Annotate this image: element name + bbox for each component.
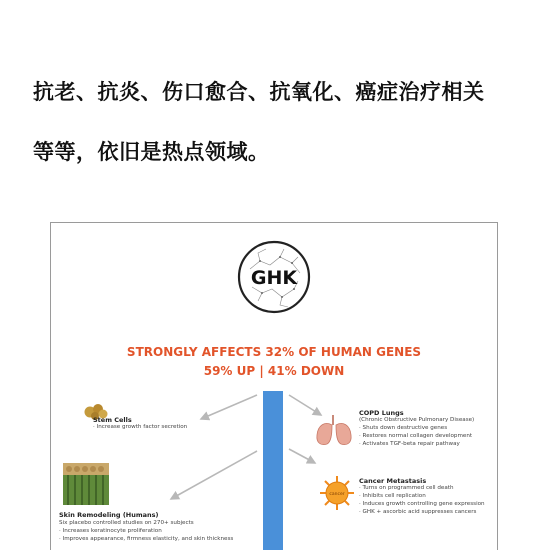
copd-line-2: · Shuts down destructive genes	[359, 425, 448, 431]
copd-line-4: · Activates TGF-beta repair pathway	[359, 441, 460, 447]
skin-line-3: · Improves appearance, firmness elasticity, and skin thickness	[59, 536, 234, 542]
up-down-headline: 59% UP | 41% DOWN	[203, 364, 345, 378]
cancer-line-2: · Inhibits cell replication	[359, 493, 426, 499]
copd-line-1: (Chronic Obstructive Pulmonary Disease)	[359, 417, 475, 423]
center-bar	[263, 391, 283, 550]
arrow-skin	[171, 451, 257, 499]
arrow-copd	[289, 395, 321, 415]
cancer-title: Cancer Metastasis	[359, 477, 427, 485]
arrow-stem-cells	[201, 395, 257, 419]
skin-layers-icon	[63, 463, 109, 505]
heading-line-2: 等等，依旧是热点领域。	[33, 140, 270, 164]
logo-text: GHK	[250, 267, 298, 289]
cancer-icon-label: cancer	[329, 492, 345, 497]
heading-line-1: 抗老、抗炎、伤口愈合、抗氧化、癌症治疗相关	[33, 80, 485, 104]
genes-headline: STRONGLY AFFECTS 32% OF HUMAN GENES	[126, 345, 422, 359]
cancer-line-3: · Induces growth controlling gene expression	[359, 501, 485, 507]
arrow-cancer	[289, 449, 315, 463]
skin-line-1: Six placebo controlled studies on 270+ subjects	[59, 520, 194, 526]
skin-title: Skin Remodeling (Humans)	[59, 511, 159, 519]
cancer-line-4: · GHK + ascorbic acid suppresses cancers	[359, 509, 477, 515]
lungs-icon	[315, 413, 353, 447]
stem-cells-line: · Increase growth factor secretion	[93, 424, 188, 430]
cancer-line-1: · Turns on programmed cell death	[359, 485, 454, 491]
cancer-cell-icon	[319, 475, 355, 511]
stem-cells-title: Stem Cells	[93, 416, 132, 424]
skin-line-2: · Increases keratinocyte proliferation	[59, 528, 162, 534]
ghk-infographic	[50, 222, 498, 550]
copd-line-3: · Restores normal collagen development	[359, 433, 473, 439]
copd-title: COPD Lungs	[359, 409, 404, 417]
